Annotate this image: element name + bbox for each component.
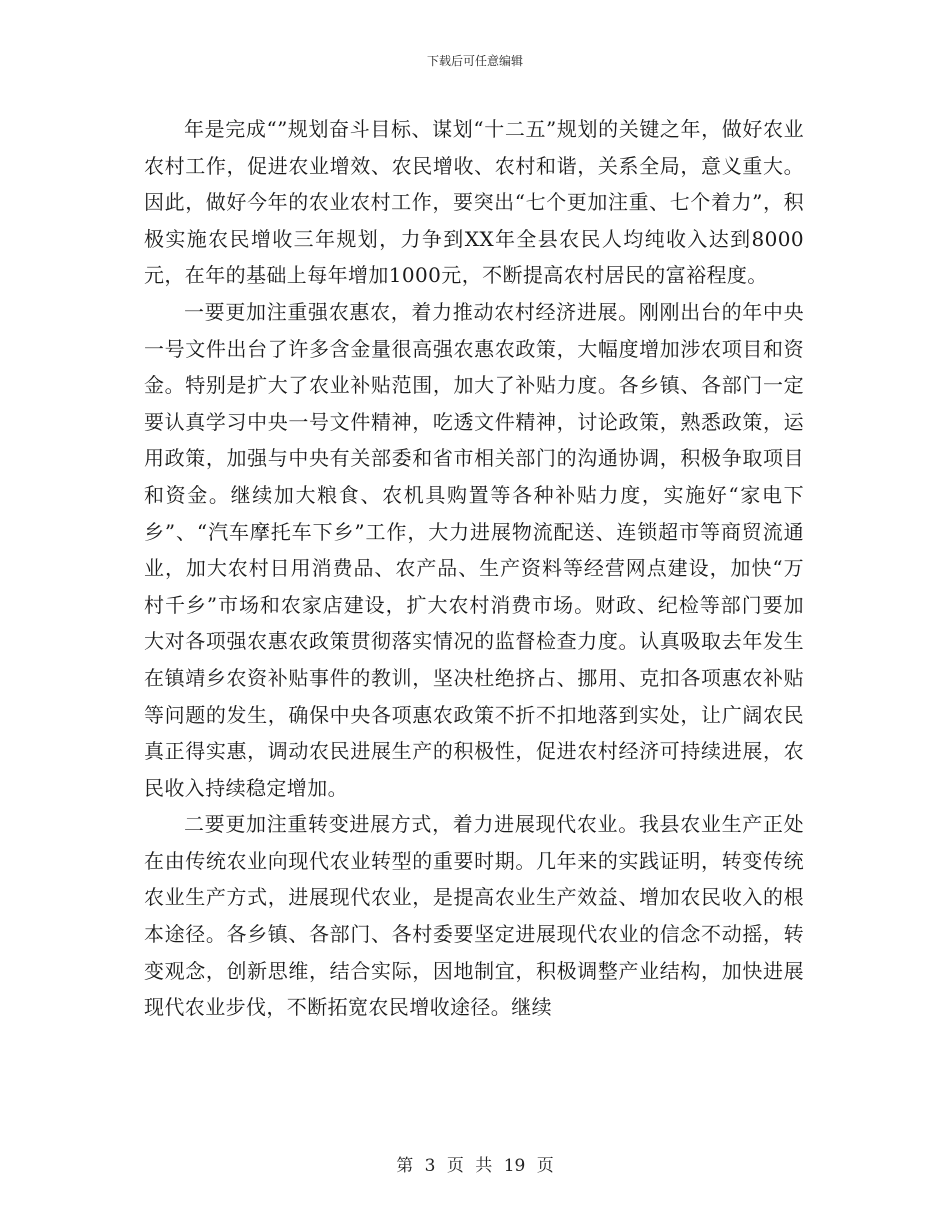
document-body <box>144 111 804 1026</box>
page-number-footer: 第 3 页 共 19 页 <box>396 1156 554 1176</box>
paragraph-point-two: 二要更加注重转变进展方式，着力进展现代农业。我县农业生产正处在由传统农业向现代农业转型的重要时期。几年来的实践证明，转变传统农业生产方式，进展现代农业，是提高农业生产效益、增加农民收入的根本途径。各乡镇、各部门、各村委要坚定进展现代农业的信念不动摇，转变观念，创新思维，结合实际，因地制宜，积极调整产业结构，加快进展现代农业步伐，不断拓宽农民增收途径。继续 <box>144 812 804 1020</box>
page-header: 下载后可任意编辑 <box>426 54 523 68</box>
paragraph-point-one: 一要更加注重强农惠农，着力推动农村经济进展。刚刚出台的年中央一号文件出台了许多含金量很高强农惠农政策，大幅度增加涉农项目和资金。特别是扩大了农业补贴范围，加大了补贴力度。各乡镇、各部门一定要认真学习中央一号文件精神，吃透文件精神，讨论政策，熟悉政策，运用政策，加强与中央有关部委和省市相关部门的沟通协调，积极争取项目和资金。继续加大粮食、农机具购置等各种补贴力度，实施好“家电下乡”、“汽车摩托车下乡”工作，大力进展物流配送、连锁超市等商贸流通业，加大农村日用消费品、农产品、生产资料等经营网点建设，加快“万村千乡”市场和农家店建设，扩大农村消费市场。财政、纪检等部门要加大对各项强农惠农政策贯彻落实情况的监督检查力度。认真吸取去年发生在镇靖乡农资补贴事件的教训，坚决杜绝挤占、挪用、克扣各项惠农补贴等问题的发生，确保中央各项惠农政策不折不扣地落到实处，让广阔农民真正得实惠，调动农民进展生产的积极性，促进农村经济可持续进展，农民收入持续稳定增加。 <box>144 299 804 800</box>
paragraph-intro: 年是完成“”规划奋斗目标、谋划“十二五”规划的关键之年，做好农业农村工作，促进农业增效、农民增收、农村和谐，关系全局，意义重大。因此，做好今年的农业农村工作，要突出“七个更加注重、七个着力”，积极实施农民增收三年规划，力争到XX年全县农民人均纯收入达到8000元，在年的基础上每年增加1000元，不断提高农村居民的富裕程度。 <box>144 117 804 288</box>
